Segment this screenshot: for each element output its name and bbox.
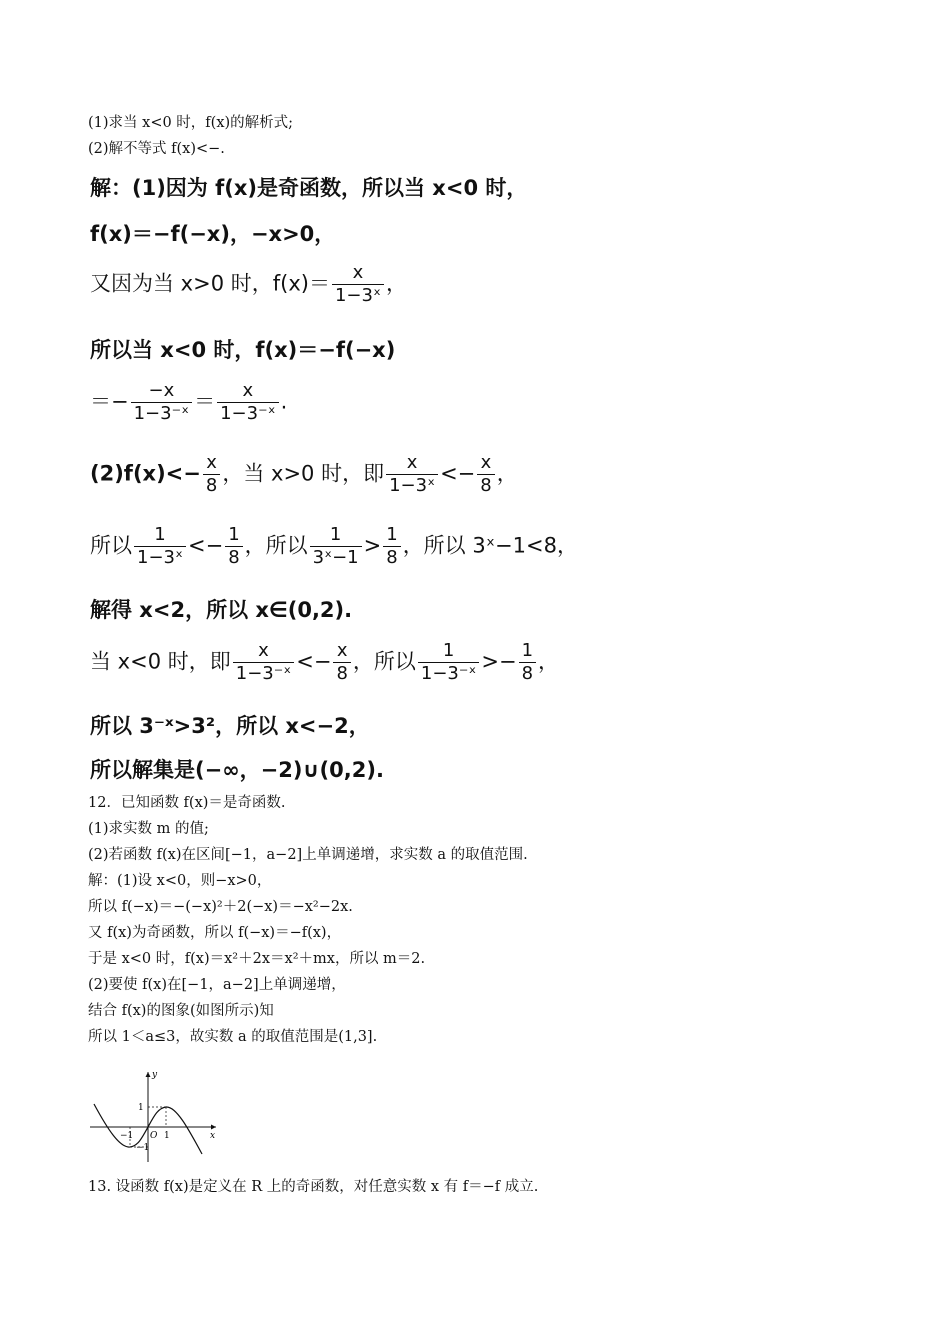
solution-12-line-7: 所以 1＜a≤3，故实数 a 的取值范围是(1,3]. bbox=[88, 1029, 378, 1045]
solution-text: 所以当 x<0 时，f(x)＝−f(−x) bbox=[90, 338, 396, 362]
solution-text: 所以 3⁻ˣ>3²，所以 x<−2， bbox=[90, 714, 370, 738]
y-axis-arrow bbox=[146, 1072, 151, 1077]
solution-text: f(x)＝−f(−x)，−x>0， bbox=[90, 222, 336, 246]
solution-line-11 bbox=[90, 754, 384, 784]
solution-12-line-3: 又 f(x)为奇函数，所以 f(−x)＝−f(x)， bbox=[88, 925, 342, 941]
fraction: $\frac{1}{\text{1−3⁻ˣ}}$ bbox=[418, 640, 479, 685]
fraction: $\frac{1}{\text{3ˣ−1}}$ bbox=[310, 524, 362, 569]
solution-line-3: 又因为当 x>0 时，f(x)＝ $\frac{x}{\text{1−3ˣ}}$ ， bbox=[90, 262, 407, 306]
tick-label: 1 bbox=[164, 1131, 170, 1141]
solution-text: 又因为当 x>0 时，f(x)＝ bbox=[90, 271, 330, 296]
solution-line-2 bbox=[90, 218, 335, 248]
solution-12-line-6: 结合 f(x)的图象(如图所示)知 bbox=[88, 1003, 274, 1019]
x-axis-arrow bbox=[211, 1125, 216, 1130]
tick-label: −1 bbox=[120, 1131, 134, 1141]
question-13-title: 13. 设函数 f(x)是定义在 R 上的奇函数，对任意实数 x 有 f＝−f 成立. bbox=[88, 1179, 539, 1195]
fraction: $\frac{1}{8}$ bbox=[383, 524, 400, 569]
solution-line-8 bbox=[90, 594, 352, 624]
fraction: $\frac{1}{8}$ bbox=[519, 640, 536, 685]
solution-12-line-2: 所以 f(−x)＝−(−x)²＋2(−x)＝−x²−2x. bbox=[88, 899, 353, 915]
solution-12-line-1: 解：(1)设 x<0，则−x>0， bbox=[88, 873, 272, 889]
solution-text: 所以解集是(−∞，−2)∪(0,2). bbox=[90, 758, 384, 782]
question-part-1: (1)求当 x<0 时，f(x)的解析式; bbox=[88, 115, 294, 131]
x-axis-label: x bbox=[210, 1131, 216, 1141]
question-12-part-2: (2)若函数 f(x)在区间[−1，a−2]上单调递增，求实数 a 的取值范围. bbox=[88, 847, 528, 863]
function-graph bbox=[86, 1068, 222, 1166]
solution-12-line-4: 于是 x<0 时，f(x)＝x²＋2x＝x²＋mx，所以 m＝2. bbox=[88, 951, 426, 967]
tick-label: 1 bbox=[138, 1103, 144, 1113]
solution-line-1 bbox=[90, 172, 527, 202]
solution-line-5: ＝− $\frac{-x}{\text{1−3⁻ˣ}}$ ＝ $\frac{x}{\text{1−3⁻ˣ}}$ . bbox=[90, 380, 288, 424]
fraction: $\frac{-x}{\text{1−3⁻ˣ}}$ bbox=[131, 380, 192, 425]
fraction: $\frac{1}{\text{1−3ˣ}}$ bbox=[134, 524, 186, 569]
solution-text: 解：(1)因为 f(x)是奇函数，所以当 x<0 时， bbox=[90, 176, 528, 200]
y-axis-label: y bbox=[152, 1070, 158, 1080]
fraction: $\frac{1}{8}$ bbox=[225, 524, 242, 569]
fraction: $\frac{x}{\text{1−3ˣ}}$ bbox=[386, 452, 438, 497]
solution-line-9: 当 x<0 时，即 $\frac{x}{\text{1−3⁻ˣ}}$ <− $\frac{x}{8}$ ，所以 $\frac{1}{\text{1−3⁻ˣ}}$ >− $\frac{1}{8}$ ， bbox=[90, 640, 560, 684]
fraction: $\frac{x}{\text{1−3ˣ}}$ bbox=[332, 262, 384, 307]
tick-label: −1 bbox=[136, 1143, 150, 1153]
question-part-2: (2)解不等式 f(x)<−. bbox=[88, 141, 225, 157]
fraction: $\frac{x}{\text{1−3⁻ˣ}}$ bbox=[233, 640, 294, 685]
origin-label: O bbox=[150, 1131, 158, 1141]
question-12-part-1: (1)求实数 m 的值; bbox=[88, 821, 209, 837]
solution-text: 解得 x<2，所以 x∈(0,2). bbox=[90, 598, 353, 622]
fraction: $\frac{x}{\text{1−3⁻ˣ}}$ bbox=[217, 380, 278, 425]
fraction: $\frac{x}{8}$ bbox=[333, 640, 350, 685]
question-12-title: 12．已知函数 f(x)＝是奇函数. bbox=[88, 795, 286, 811]
solution-line-4 bbox=[90, 334, 395, 364]
solution-line-10 bbox=[90, 710, 370, 740]
solution-line-6: (2)f(x)<− $\frac{x}{8}$ ，当 x>0 时，即 $\frac{x}{\text{1−3ˣ}}$ <− $\frac{x}{8}$ ， bbox=[90, 452, 518, 496]
solution-line-7: 所以 $\frac{1}{\text{1−3ˣ}}$ <− $\frac{1}{8}$ ，所以 $\frac{1}{\text{3ˣ−1}}$ > $\frac{1}{8}$ ，所以 3ˣ−1<8， bbox=[90, 524, 578, 568]
fraction: $\frac{x}{8}$ bbox=[477, 452, 494, 497]
solution-12-line-5: (2)要使 f(x)在[−1，a−2]上单调递增， bbox=[88, 977, 346, 993]
fraction: $\frac{x}{8}$ bbox=[203, 452, 220, 497]
